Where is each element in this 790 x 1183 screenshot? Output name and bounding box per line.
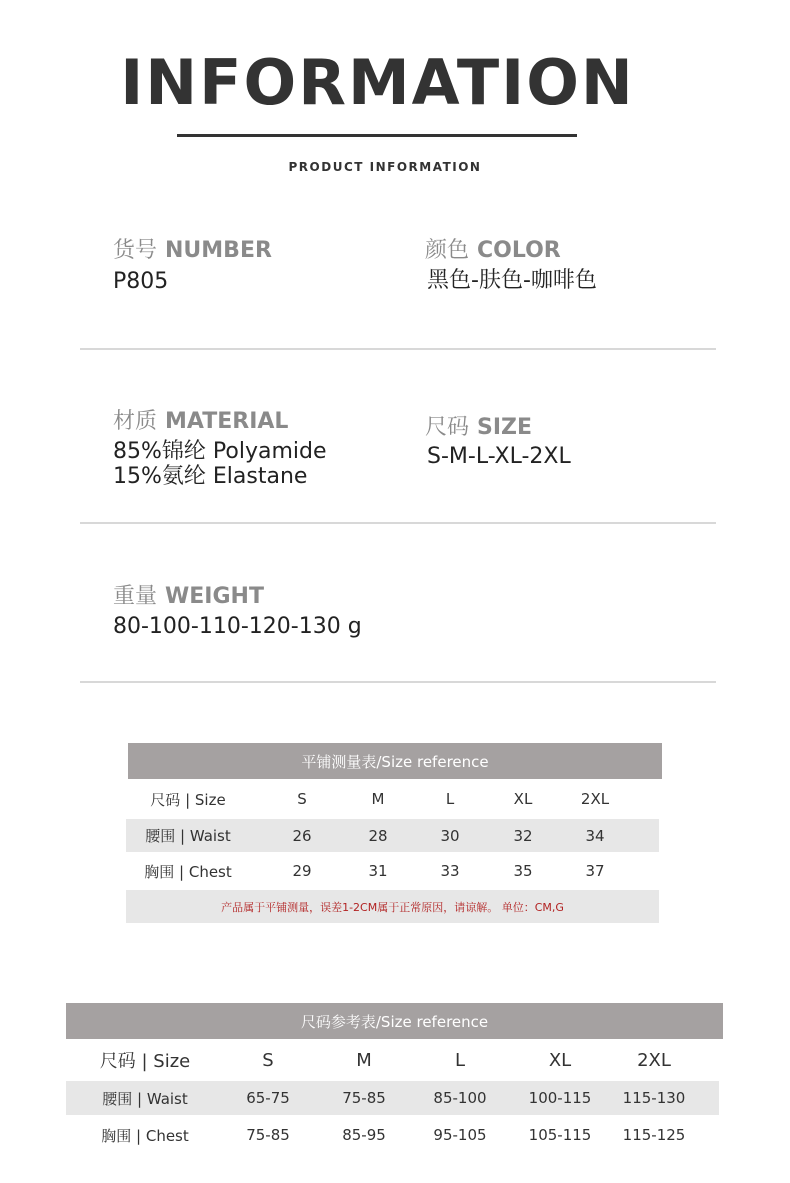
table-cell: 32 (513, 826, 533, 845)
table-cell: 85-100 (433, 1089, 487, 1107)
divider (80, 348, 716, 350)
table-header-cell: XL (513, 790, 533, 808)
table-cell: 30 (440, 826, 460, 845)
table-cell: 29 (292, 862, 312, 880)
table-cell: 胸围 | Chest (101, 1126, 189, 1145)
material-label-en: MATERIAL (165, 409, 289, 434)
table-cell: 115-125 (622, 1126, 686, 1144)
table-cell: 65-75 (246, 1089, 290, 1107)
table-header-row (126, 779, 662, 819)
table-cell: 35 (513, 862, 533, 880)
table-header-cell: 尺码 | Size (99, 1051, 191, 1072)
table-row (126, 852, 662, 890)
weight-label-cn: 重量 (113, 584, 158, 609)
table-row (66, 1115, 723, 1155)
table-header-cell: 尺码 | Size (150, 790, 226, 809)
table-cell: 26 (292, 826, 312, 845)
size-value: S-M-L-XL-2XL (427, 444, 571, 469)
material-label (113, 404, 288, 435)
color-label-cn: 颜色 (425, 238, 470, 263)
table-cell: 75-85 (342, 1089, 386, 1107)
page-subtitle: PRODUCT INFORMATION (288, 160, 482, 174)
color-label (425, 233, 561, 264)
table-header-cell: XL (548, 1049, 572, 1071)
table-row (126, 819, 659, 852)
number-label (113, 233, 272, 264)
table-cell: 腰围 | Waist (145, 827, 231, 845)
table-cell: 85-95 (342, 1126, 386, 1144)
table-cell: 胸围 | Chest (144, 862, 232, 881)
table-header-cell: M (356, 1049, 372, 1071)
table-cell: 31 (368, 862, 388, 880)
weight-label-en: WEIGHT (165, 584, 264, 609)
title-underline (177, 134, 577, 137)
divider (80, 522, 716, 524)
table-header-row (66, 1039, 723, 1081)
table-cell: 腰围 | Waist (102, 1089, 188, 1108)
table-cell: 28 (368, 826, 388, 845)
divider (80, 681, 716, 683)
weight-value: 80-100-110-120-130 g (113, 614, 362, 639)
table-row (66, 1081, 719, 1115)
table-cell: 105-115 (528, 1126, 592, 1144)
table-header-cell: S (262, 1049, 274, 1071)
material-value-line2: 15%氨纶 Elastane (113, 464, 308, 489)
measurement-note: 产品属于平铺测量，误差1-2CM属于正常原因，请谅解。 单位：CM,G (126, 890, 659, 923)
table-cell: 34 (585, 826, 605, 845)
table-cell: 33 (440, 862, 460, 880)
table-cell: 95-105 (433, 1126, 487, 1144)
color-value: 黑色-肤色-咖啡色 (427, 268, 597, 293)
size-table-reference (66, 1003, 723, 1155)
table-header-cell: S (297, 790, 307, 808)
table-cell: 100-115 (528, 1089, 592, 1107)
weight-label (113, 579, 264, 610)
page-title: INFORMATION (120, 46, 635, 119)
size-label-cn: 尺码 (425, 415, 470, 440)
size-table-reference-title: 尺码参考表/Size reference (66, 1003, 723, 1039)
number-value: P805 (113, 269, 169, 294)
table-header-cell: L (454, 1049, 466, 1071)
size-label-en: SIZE (477, 415, 533, 440)
material-value-line1: 85%锦纶 Polyamide (113, 439, 327, 464)
table-cell: 115-130 (622, 1089, 686, 1107)
number-label-cn: 货号 (113, 238, 158, 263)
table-header-cell: L (445, 790, 455, 808)
table-header-cell: 2XL (580, 790, 610, 808)
table-header-cell: M (371, 790, 385, 808)
number-label-en: NUMBER (165, 238, 272, 263)
table-header-cell: 2XL (637, 1049, 671, 1071)
size-table-flat (126, 743, 662, 923)
table-cell: 75-85 (246, 1126, 290, 1144)
table-cell: 37 (585, 862, 605, 880)
size-label (425, 410, 532, 441)
material-label-cn: 材质 (113, 409, 158, 434)
color-label-en: COLOR (477, 238, 561, 263)
size-table-flat-title: 平铺测量表/Size reference (128, 743, 662, 779)
